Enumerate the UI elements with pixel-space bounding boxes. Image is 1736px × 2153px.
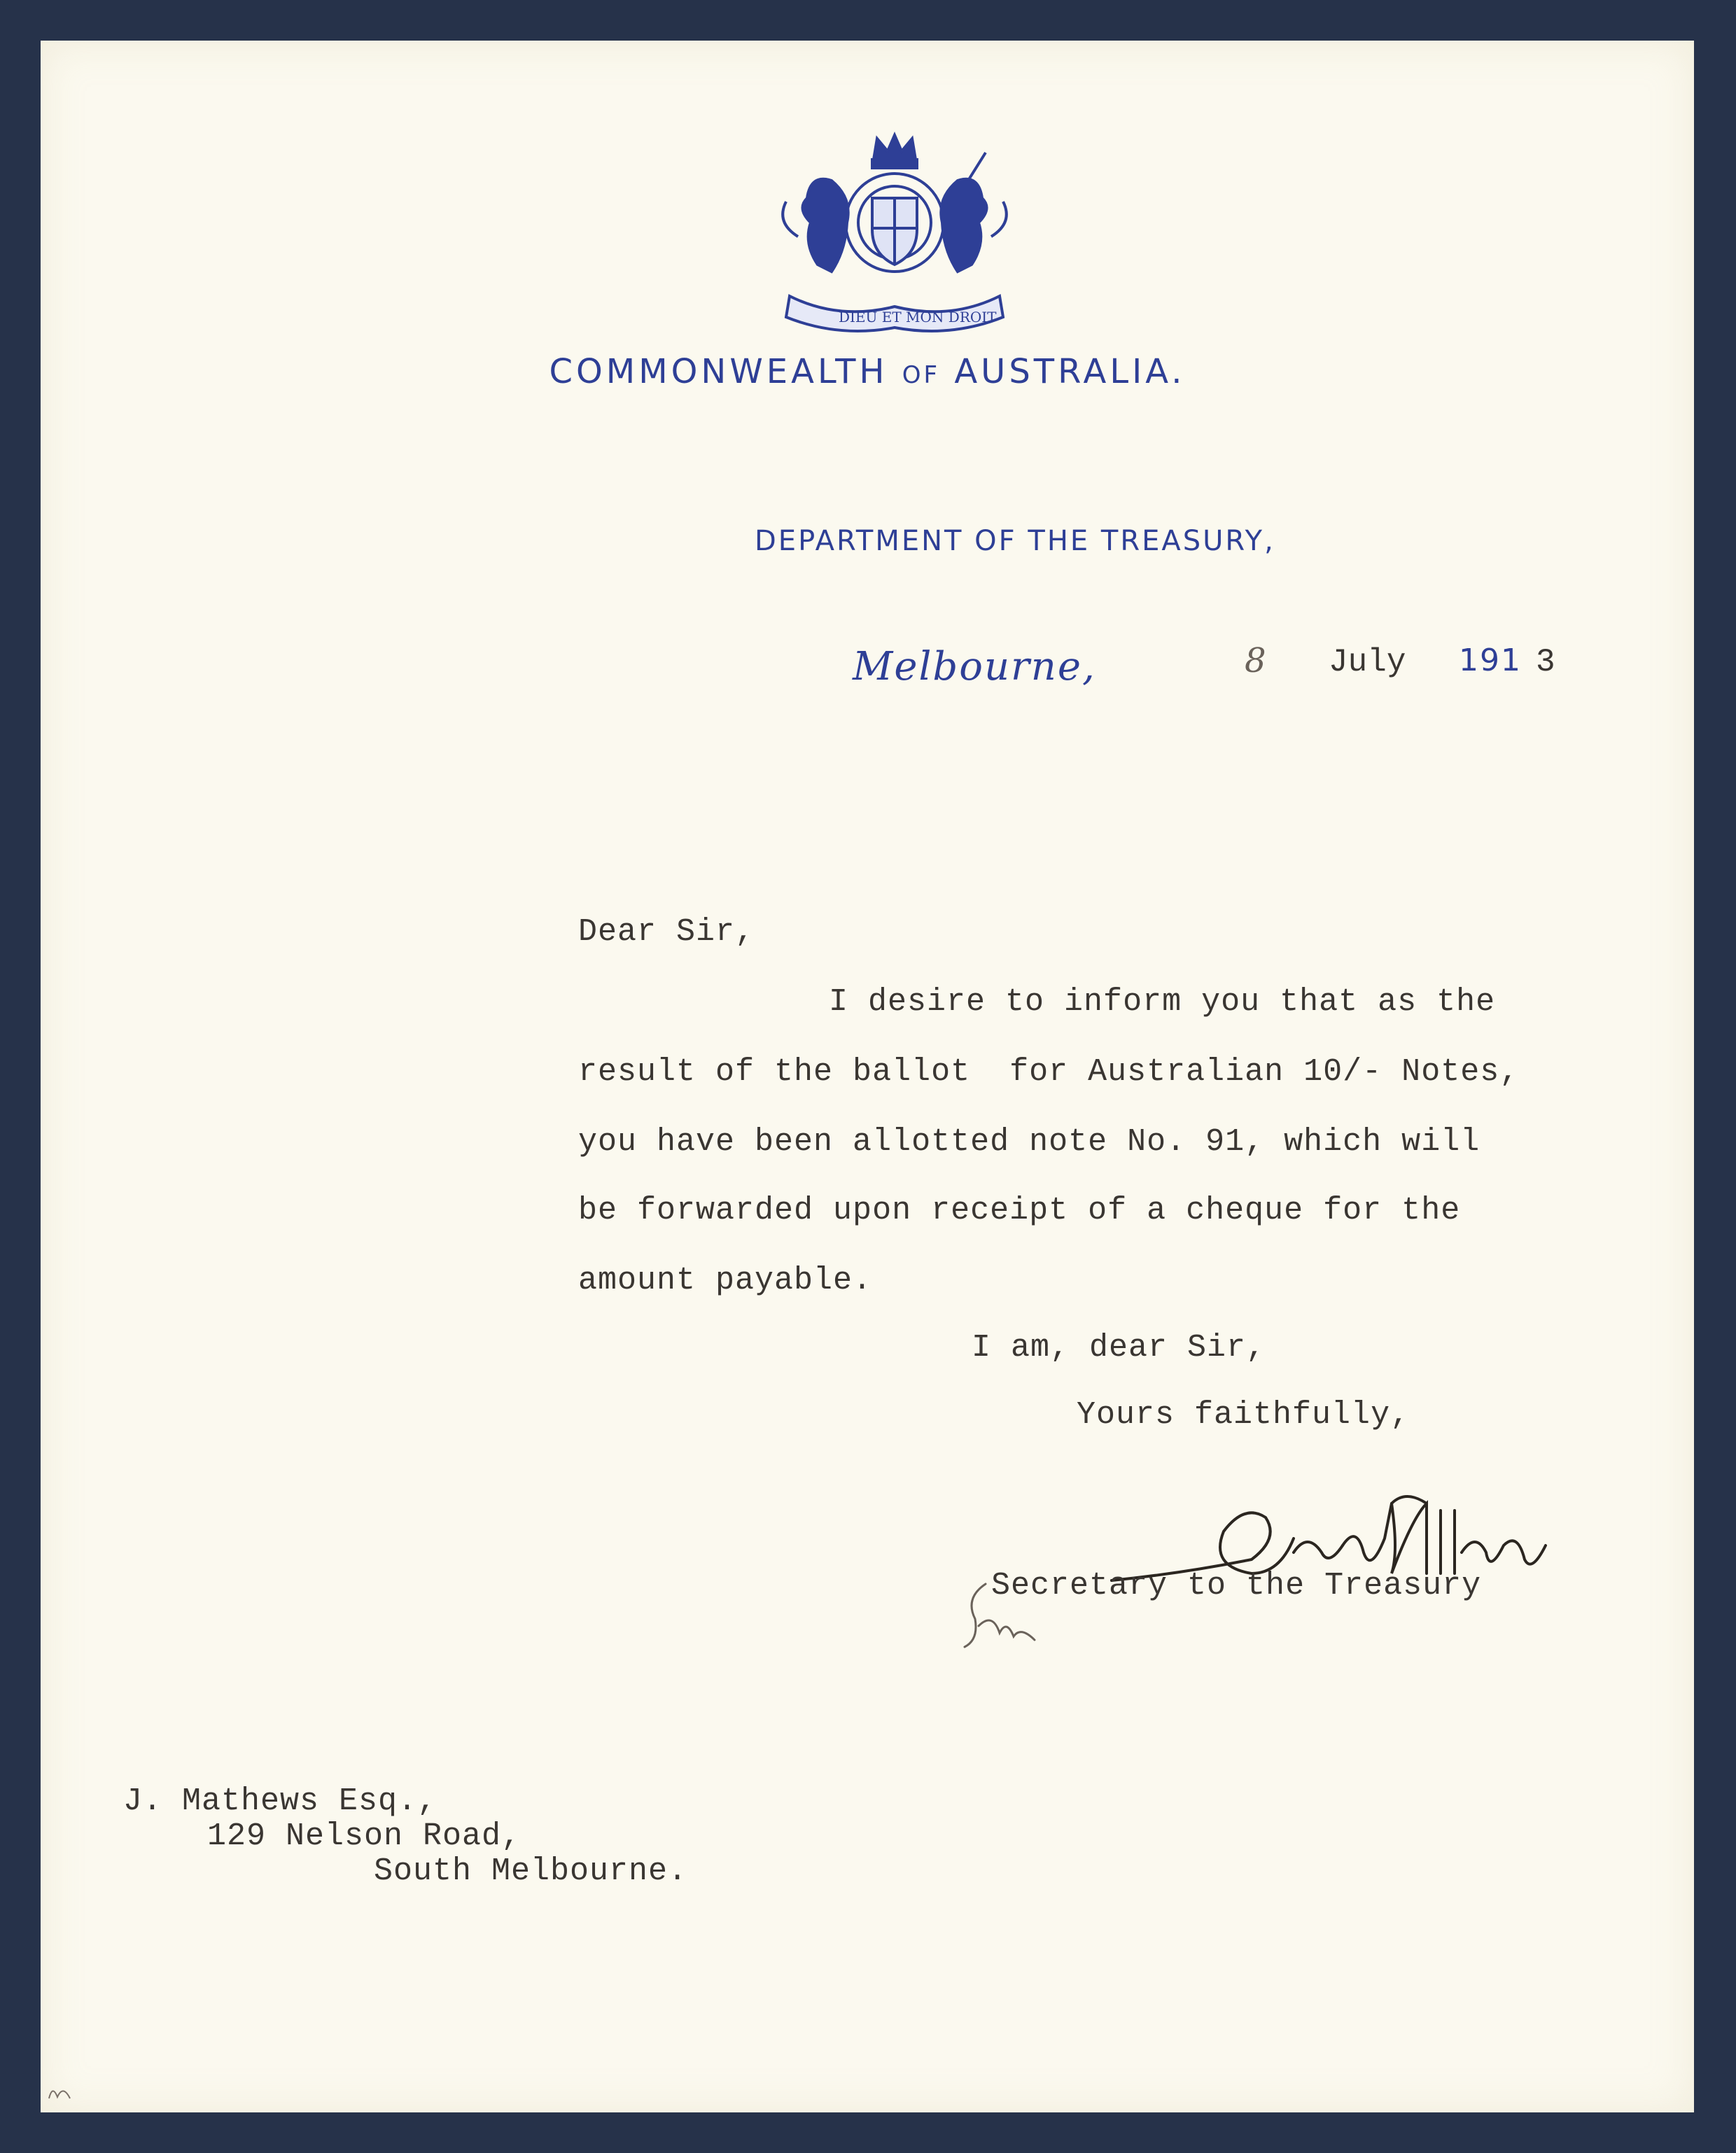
crest-motto-text: DIEU ET MON DROIT: [839, 309, 997, 325]
letterhead-department: DEPARTMENT OF THE TREASURY,: [755, 525, 1275, 557]
date-day-handwritten: 8: [1245, 641, 1266, 680]
letterhead-country: [41, 352, 1694, 391]
coat-of-arms-icon: [755, 132, 1035, 356]
closing-line: Yours faithfully,: [1077, 1397, 1410, 1433]
country-of: OF: [902, 361, 941, 389]
body-line: amount payable.: [578, 1263, 873, 1298]
date-year-typed: 3: [1536, 644, 1555, 680]
body-line: you have been allotted note No. 91, which will: [578, 1124, 1480, 1160]
country-part1: COMMONWEALTH: [549, 352, 888, 391]
addressee-suburb: South Melbourne.: [374, 1853, 688, 1889]
signatory-title: Secretary to the Treasury: [991, 1568, 1482, 1604]
pencil-mark: [42, 2077, 84, 2105]
closing-line: I am, dear Sir,: [972, 1330, 1266, 1366]
date-month: July: [1329, 644, 1406, 680]
addressee-name: J. Mathews Esq.,: [123, 1783, 438, 1819]
body-line: I desire to inform you that as the: [829, 984, 1496, 1020]
letterhead-city: Melbourne,: [853, 644, 1096, 689]
body-line: be forwarded upon receipt of a cheque for the: [578, 1193, 1461, 1228]
date-year-printed: 191: [1459, 643, 1522, 678]
body-line: result of the ballot for Australian 10/- Notes,: [578, 1054, 1520, 1090]
letter-page: [41, 41, 1694, 2112]
country-part2: AUSTRALIA.: [954, 352, 1186, 391]
addressee-street: 129 Nelson Road,: [207, 1818, 522, 1854]
salutation: Dear Sir,: [578, 914, 755, 950]
